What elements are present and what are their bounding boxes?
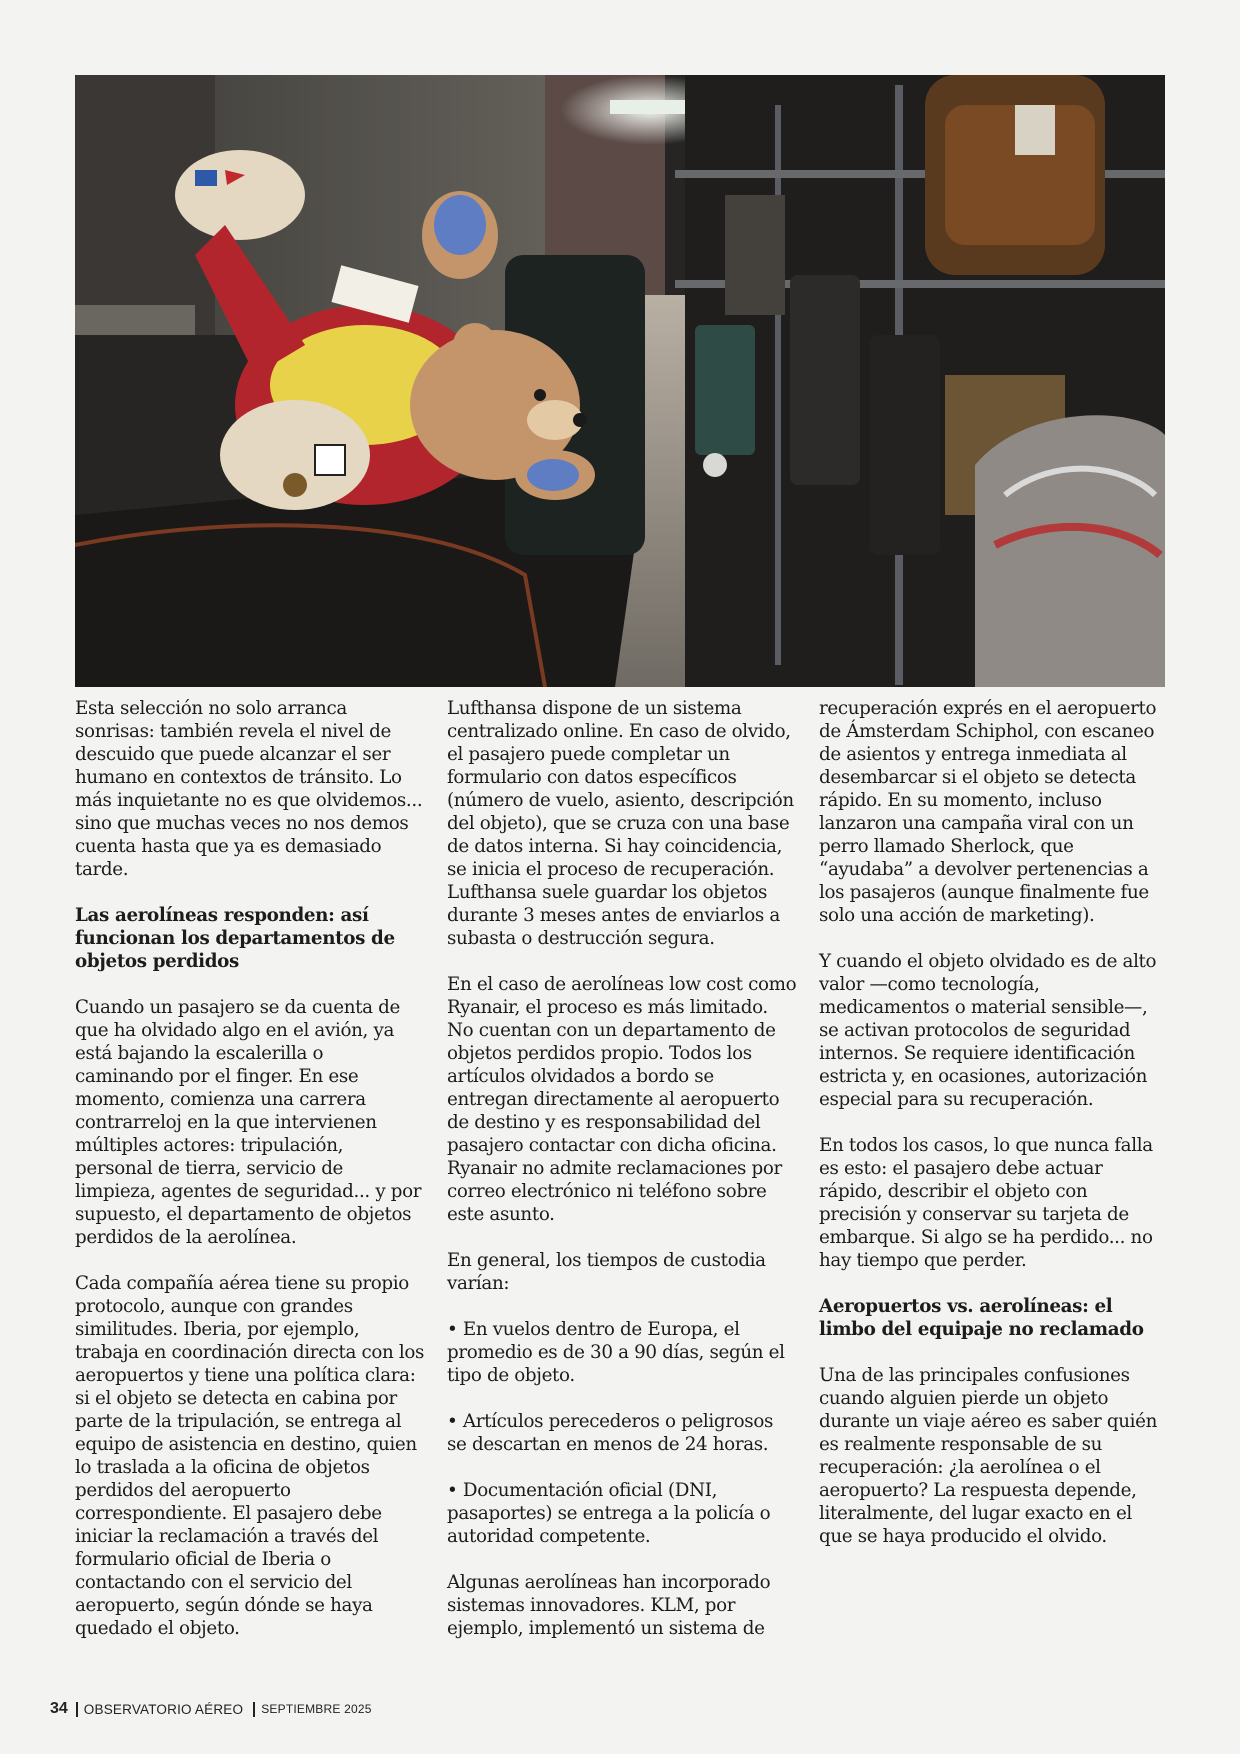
paragraph: Una de las principales confusiones cuando alguien pierde un objeto durante un viaje aéreo es saber quién es realmente responsable de su recuperación: ¿la aerolínea o el aeropuerto? La respuesta depende, literalmente, del lugar exacto en el que se haya producido el olvido. xyxy=(819,1365,1158,1547)
divider xyxy=(253,1702,255,1717)
paragraph: En todos los casos, lo que nunca falla es esto: el pasajero debe actuar rápido, describir el objeto con precisión y conservar su tarjeta de embarque. Si algo se ha perdido... no hay tiempo que perder. xyxy=(819,1135,1153,1271)
issue-date: SEPTIEMBRE 2025 xyxy=(261,1702,372,1716)
divider xyxy=(76,1702,78,1717)
bullet-item: • Artículos perecederos o peligrosos se descartan en menos de 24 horas. xyxy=(447,1411,774,1455)
paragraph: Y cuando el objeto olvidado es de alto valor —como tecnología, medicamentos o material sensible—, se activan protocolos de seguridad internos. Se requiere identificación estricta y, en ocasiones, autorización especial para su recuperación. xyxy=(819,951,1157,1110)
paragraph: Lufthansa dispone de un sistema centralizado online. En caso de olvido, el pasajero puede completar un formulario con datos específicos (número de vuelo, asiento, descripción del objeto), que se cruza con una base de datos interna. Si hay coincidencia, se inicia el proceso de recuperación. Lufthansa suele guardar los objetos durante 3 meses antes de enviarlos a subasta o destrucción segura. xyxy=(447,698,794,949)
article-photo xyxy=(75,75,1165,687)
page-footer xyxy=(50,1700,372,1718)
paragraph: En general, los tiempos de custodia varían: xyxy=(447,1250,766,1294)
section-heading: Aeropuertos vs. aerolíneas: el limbo del equipaje no reclamado xyxy=(819,1296,1144,1340)
paragraph: recuperación exprés en el aeropuerto de Ámsterdam Schiphol, con escaneo de asientos y entrega inmediata al desembarcar si el objeto se detecta rápido. En su momento, incluso lanzaron una campaña viral con un perro llamado Sherlock, que “ayudaba” a devolver pertenencias a los pasajeros (aunque finalmente fue solo una acción de marketing). xyxy=(819,698,1157,926)
article-column-3 xyxy=(819,697,1169,1571)
bullet-item: • Documentación oficial (DNI, pasaportes) se entrega a la policía o autoridad competente. xyxy=(447,1480,771,1547)
paragraph: Esta selección no solo arranca sonrisas: también revela el nivel de descuido que puede alcanzar el ser humano en contextos de tránsito. Lo más inquietante no es que olvidemos... sino que muchas veces no nos demos cuenta hasta que ya es demasiado tarde. xyxy=(75,698,423,880)
bullet-item: • En vuelos dentro de Europa, el promedio es de 30 a 90 días, según el tipo de objeto. xyxy=(447,1319,785,1386)
paragraph: Algunas aerolíneas han incorporado sistemas innovadores. KLM, por ejemplo, implementó un sistema de xyxy=(447,1572,771,1639)
page-number: 34 xyxy=(50,1700,68,1717)
lost-luggage-storage-image xyxy=(75,75,1165,687)
section-heading: Las aerolíneas responden: así funcionan los departamentos de objetos perdidos xyxy=(75,905,395,972)
article-column-2 xyxy=(447,697,797,1663)
paragraph: Cuando un pasajero se da cuenta de que ha olvidado algo en el avión, ya está bajando la escalerilla o caminando por el finger. En ese momento, comienza una carrera contrarreloj en la que intervienen múltiples actores: tripulación, personal de tierra, servicio de limpieza, agentes de seguridad... y por supuesto, el departamento de objetos perdidos de la aerolínea. xyxy=(75,997,422,1248)
article-column-1 xyxy=(75,697,425,1663)
paragraph: En el caso de aerolíneas low cost como Ryanair, el proceso es más limitado. No cuentan con un departamento de objetos perdidos propio. Todos los artículos olvidados a bordo se entregan directamente al aeropuerto de destino y es responsabilidad del pasajero contactar con dicha oficina. Ryanair no admite reclamaciones por correo electrónico ni teléfono sobre este asunto. xyxy=(447,974,797,1225)
magazine-name: OBSERVATORIO AÉREO xyxy=(83,1701,244,1717)
paragraph: Cada compañía aérea tiene su propio protocolo, aunque con grandes similitudes. Iberia, por ejemplo, trabaja en coordinación directa con los aeropuertos y tiene una política clara: si el objeto se detecta en cabina por parte de la tripulación, se entrega al equipo de asistencia en destino, quien lo traslada a la oficina de objetos perdidos del aeropuerto correspondiente. El pasajero debe iniciar la reclamación a través del formulario oficial de Iberia o contactando con el servicio del aeropuerto, según dónde se haya quedado el objeto. xyxy=(75,1273,425,1639)
